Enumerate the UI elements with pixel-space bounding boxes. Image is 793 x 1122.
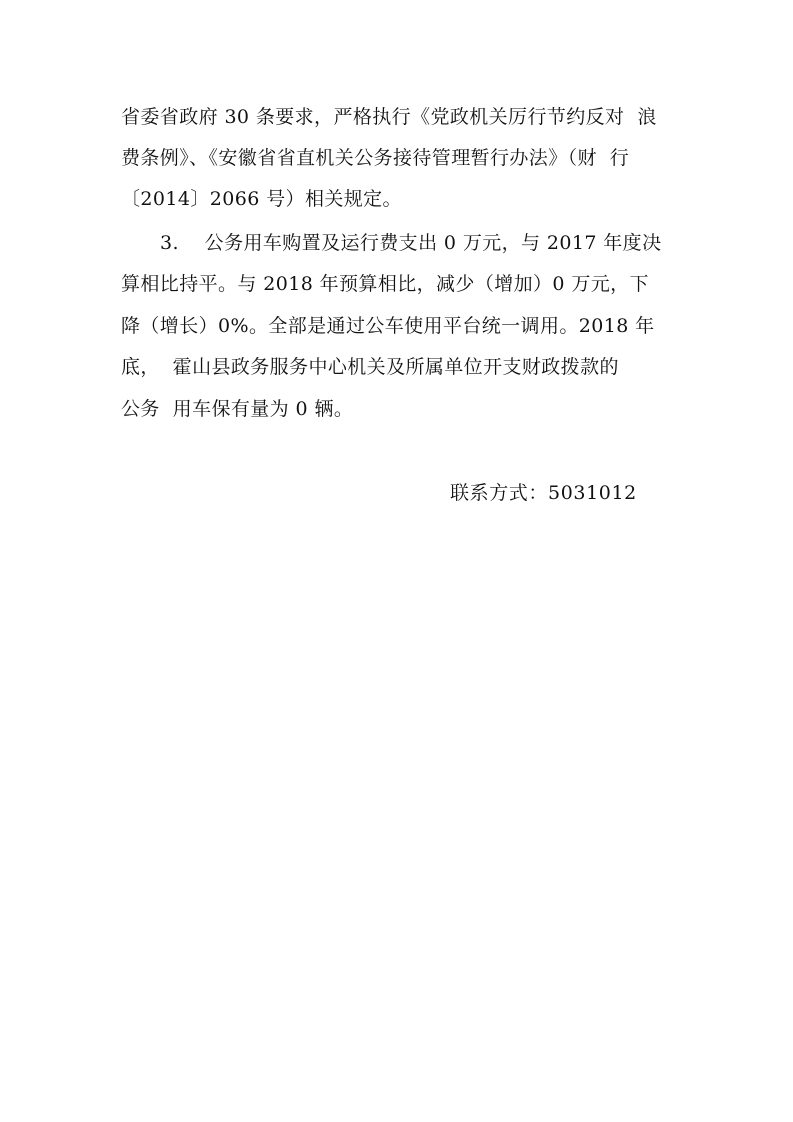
paragraph-2-line-3: 降（增长）0%。全部是通过公车使用平台统一调用。2018 年 [121, 315, 655, 337]
paragraph-2-line-2: 算相比持平。与 2018 年预算相比，减少（增加）0 万元，下 [121, 273, 649, 295]
paragraph-1-line-3: 〔2014〕2066 号）相关规定。 [121, 188, 402, 210]
paragraph-2-line-5: 公务 用车保有量为 0 辆。 [121, 398, 354, 420]
paragraph-2-line-1: 3. 公务用车购置及运行费支出 0 万元，与 2017 年度决 [160, 232, 662, 254]
contact-info: 联系方式：5031012 [450, 482, 637, 504]
paragraph-1-line-1: 省委省政府 30 条要求，严格执行《党政机关厉行节约反对 浪 [121, 106, 657, 128]
paragraph-2-line-4: 底， 霍山县政务服务中心机关及所属单位开支财政拨款的 [121, 356, 619, 378]
paragraph-1-line-2: 费条例》、《安徽省省直机关公务接待管理暂行办法》（财 行 [121, 147, 630, 169]
